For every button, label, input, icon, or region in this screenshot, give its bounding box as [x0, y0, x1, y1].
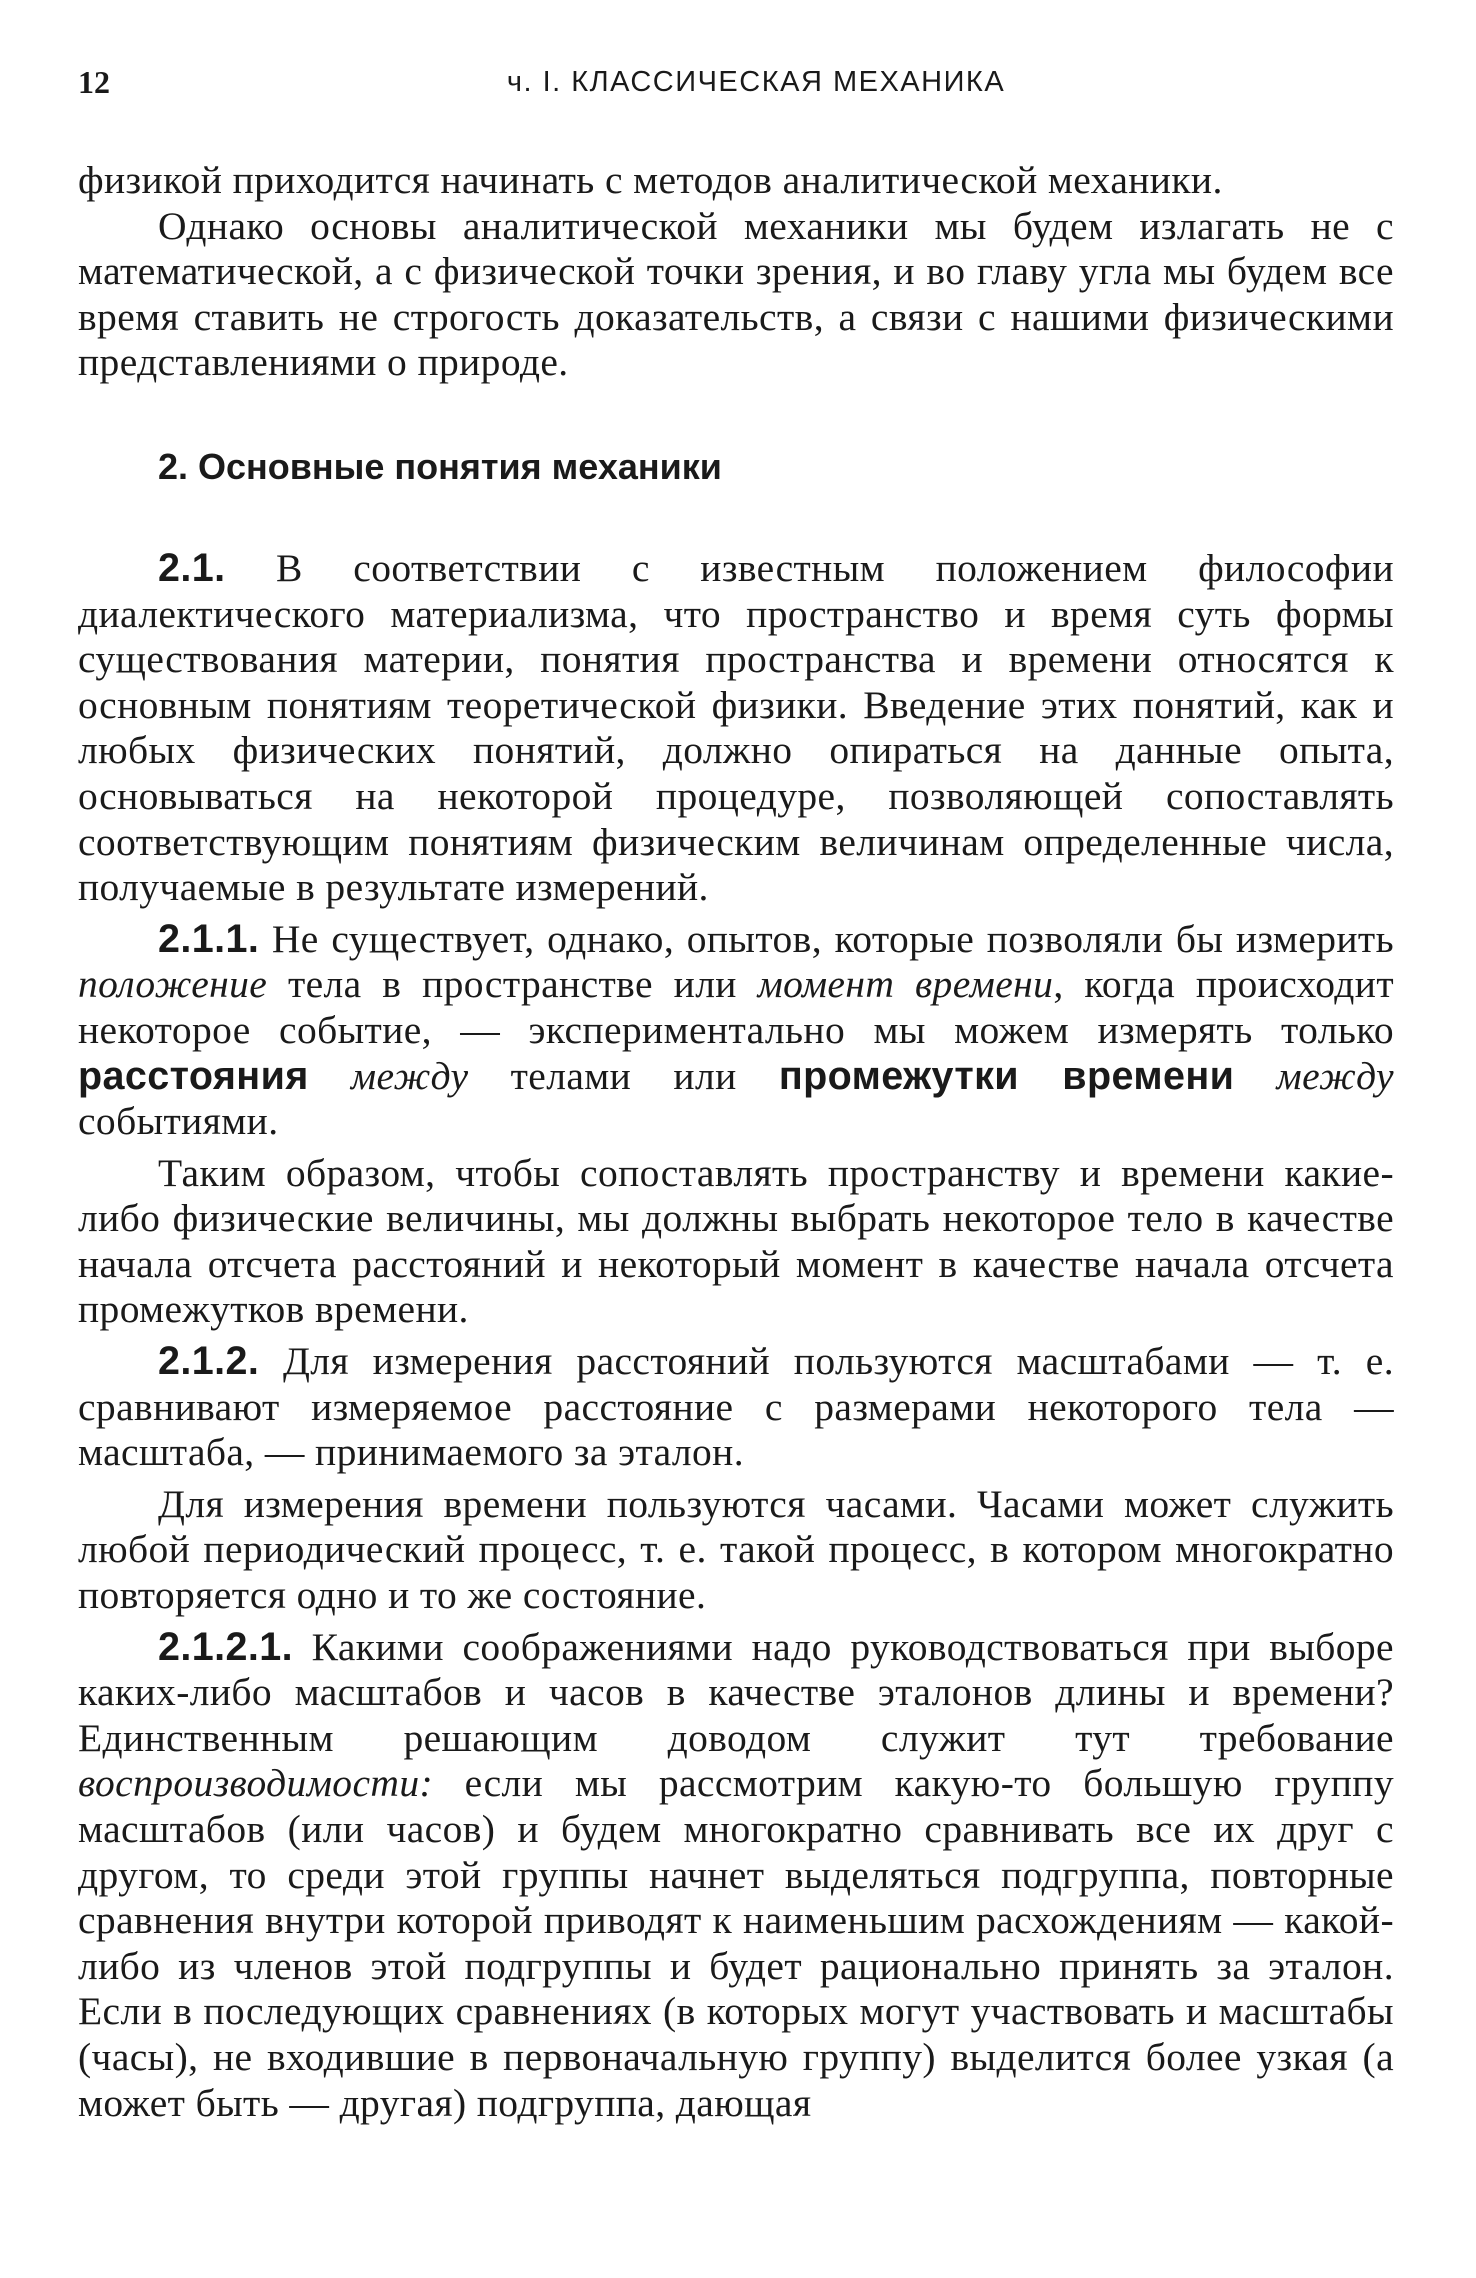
italic-term: положение	[78, 962, 268, 1007]
text-run: , когда происходит некоторое событие, — экспериментально мы можем измерять только	[78, 962, 1394, 1052]
paragraph-2-1-2	[78, 1339, 1394, 1476]
paragraph-2-1	[78, 546, 1394, 911]
bold-term: промежутки времени	[778, 1053, 1235, 1098]
paragraph-number: 2.1.1.	[158, 916, 260, 961]
paragraph-text: Для измерения расстояний пользуются масштабами — т. е. сравнивают измеряемое расстояние с размерами некоторого тела — масштаба, — принимаемого за эталон.	[78, 1339, 1394, 1475]
italic-term: момент времени	[757, 962, 1054, 1007]
italic-term: между	[1276, 1053, 1394, 1098]
paragraph-continuation: физикой приходится начинать с методов аналитической механики.	[78, 158, 1223, 202]
running-head	[78, 62, 1394, 102]
paragraph-number: 2.1.	[158, 545, 226, 590]
paragraph-approach: Однако основы аналитической механики мы будем излагать не с математической, а с физической точки зрения, и во главу угла мы будем все время ставить не строгость доказательств, а связи с нашими физическими представлениями о природе.	[78, 203, 1394, 385]
text-run: тела в пространстве или	[267, 962, 758, 1007]
paragraph-number: 2.1.2.	[158, 1339, 260, 1384]
paragraph-2-1-2-1	[78, 1625, 1394, 2127]
text-run: Какими соображениями надо руководствоваться при выборе каких-либо масштабов и часов в качестве эталонов длины и времени? Единственным решающим доводом служит тут требование	[78, 1624, 1394, 1760]
italic-term: между	[350, 1053, 469, 1098]
text-run	[309, 1054, 351, 1098]
page-number: 12	[78, 64, 110, 100]
paragraph-number: 2.1.2.1.	[158, 1624, 293, 1669]
paragraph-clocks: Для измерения времени пользуются часами. Часами может служить любой периодический процесс, т. е. такой процесс, в котором многократно повторяется одно и то же состояние.	[78, 1481, 1394, 1618]
italic-term: воспроизводимости:	[78, 1761, 434, 1806]
text-run: событиями.	[78, 1099, 279, 1144]
text-run: телами или	[468, 1053, 779, 1098]
book-page	[78, 62, 1394, 2126]
body-text	[78, 158, 1394, 2126]
text-run	[1234, 1054, 1276, 1098]
bold-term: расстояния	[78, 1053, 309, 1098]
paragraph-reference-frame: Таким образом, чтобы сопоставлять пространству и времени какие-либо физические величины, мы должны выбрать некоторое тело в качестве начала отсчета расстояний и некоторый момент в качестве начала отсчета промежутков времени.	[78, 1150, 1394, 1332]
text-run: если мы рассмотрим какую-то большую группу масштабов (или часов) и будем многократно сравнивать все их друг с другом, то среди этой группы начнет выделяться подгруппа, повторные сравнения внутри которой приводят к наименьшим расхождениям — какой-либо из членов этой подгруппы и будет рационально принять за эталон. Если в последующих сравнениях (в которых могут участвовать и масштабы (часы), не входившие в первоначальную группу) выделится более узкая (а может быть — другая) подгруппа, дающая	[78, 1761, 1394, 2125]
paragraph-text: В соответствии с известным положением философии диалектического материализма, что пространство и время суть формы существования материи, понятия пространства и времени относятся к основным понятиям теоретической физики. Введение этих понятий, как и любых физических понятий, должно опираться на данные опыта, основываться на некоторой процедуре, позволяющей сопоставлять соответствующим понятиям физическим величинам определенные числа, получаемые в результате измерений.	[78, 545, 1394, 910]
section-heading: 2. Основные понятия механики	[158, 445, 722, 487]
text-run: Не существует, однако, опытов, которые позволяли бы измерить	[259, 916, 1394, 961]
running-title: ч. I. КЛАССИЧЕСКАЯ МЕХАНИКА	[506, 66, 1006, 98]
paragraph-2-1-1	[78, 917, 1394, 1145]
